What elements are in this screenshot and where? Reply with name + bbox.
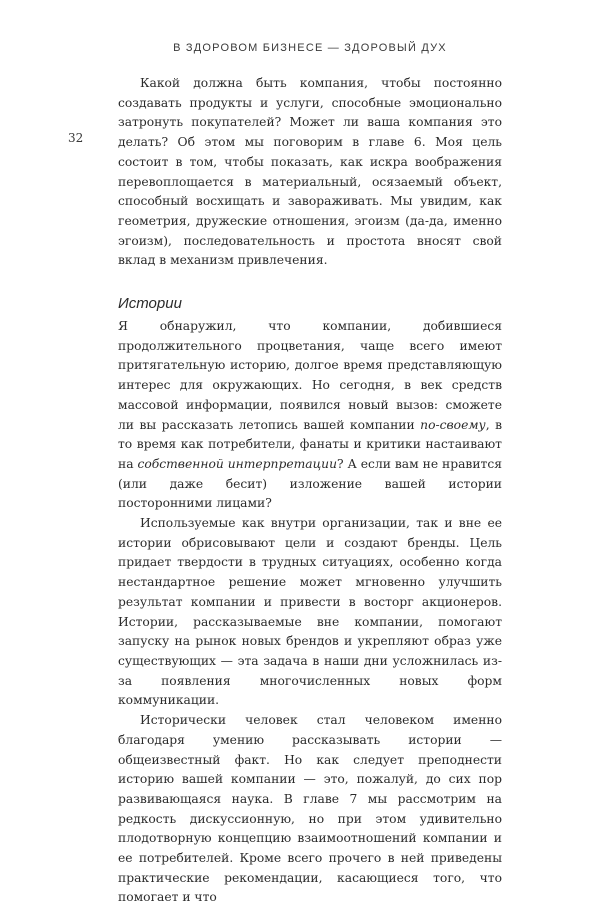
running-head: В ЗДОРОВОМ БИЗНЕСЕ — ЗДОРОВЫЙ ДУХ [173, 42, 447, 54]
paragraph-text: , в то время как потребители, фанаты и критики настаивают на [118, 417, 502, 471]
section-paragraph-2: Используемые как внутри организации, так и вне ее истории обрисовывают цели и создают бренды. Цель придает твердости в трудных ситуациях, особенно когда нестандартное решение может мгновенно улучшить результат компании и привести в восторг акционеров. Истории, рассказываемые вне компании, помогают запуску на рынок новых брендов и укрепляют образ уже существующих — эта задача в наши дни усложнилась из-за появления многочисленных новых форм коммуникации. [118, 516, 502, 708]
paragraph-text: Я обнаружил, что компании, добившиеся продолжительного процветания, чаще всего имеют притягательную историю, долгое время представляющую интерес для окружающих. Но сегодня, в век средств массовой информации, появился новый вызов: сможете ли вы рассказать летопись вашей компании [118, 319, 502, 432]
section-paragraph-3: Исторически человек стал человеком именно благодаря умению рассказывать истории — общеизвестный факт. Но как следует преподнести историю вашей компании — это, пожалуй, до сих пор развивающаяся наука. В главе 7 мы рассмотрим на редкость дискуссионную, но при этом удивительно плодотворную концепцию взаимоотношений компании и ее потребителей. Кроме всего прочего в ней приведены практические рекомендации, касающиеся того, что помогает и что [118, 713, 502, 905]
page-number: 32 [68, 131, 84, 145]
emphasis-text: по-своему [420, 417, 486, 432]
section-paragraph-1 [118, 317, 502, 514]
emphasis-text: собственной интерпретации [137, 456, 338, 471]
page-body [118, 74, 502, 908]
intro-paragraph: Какой должна быть компания, чтобы постоянно создавать продукты и услуги, способные эмоционально затронуть покупателей? Может ли ваша компания это делать? Об этом мы поговорим в главе 6. Моя цель состоит в том, чтобы показать, как искра воображения перевоплощается в материальный, осязаемый объект, способный восхищать и завораживать. Мы увидим, как геометрия, дружеские отношения, эгоизм (да-да, именно эгоизм), последовательность и простота вносят свой вклад в механизм привлечения. [118, 76, 502, 268]
paragraph-text: ? А если вам не нравится (или даже бесит) изложение вашей истории посторонними лицами? [118, 456, 502, 511]
section-heading: Истории [118, 295, 182, 313]
